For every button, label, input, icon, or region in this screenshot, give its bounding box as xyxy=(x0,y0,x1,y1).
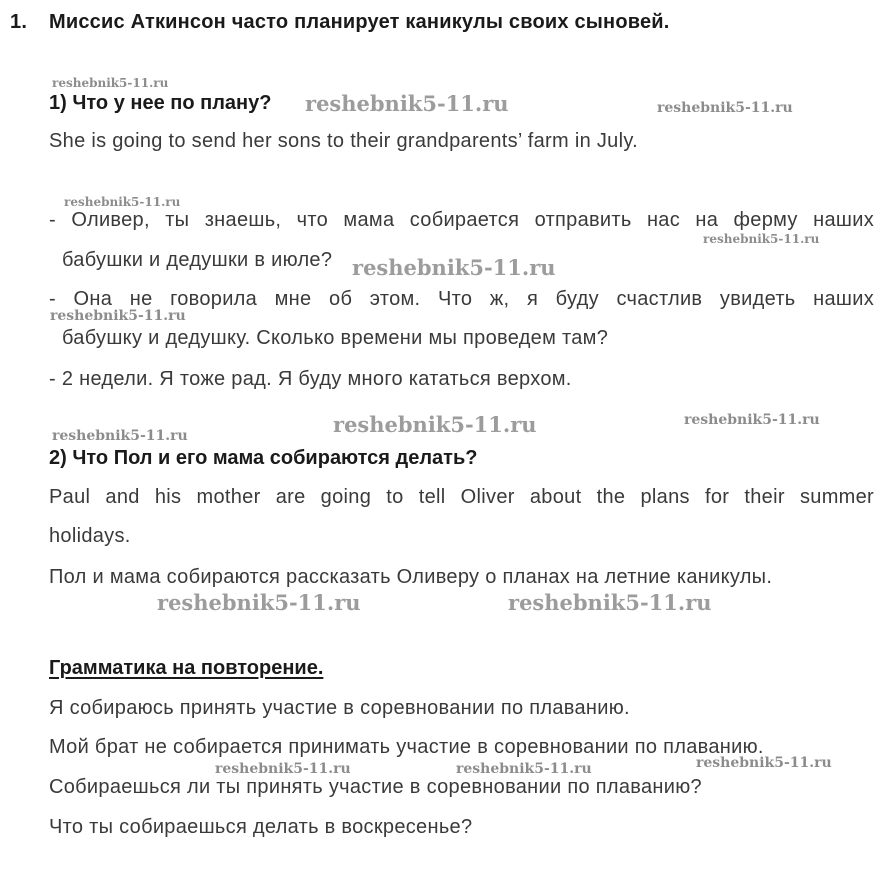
watermark: reshebnik5-11.ru xyxy=(696,755,832,771)
watermark: reshebnik5-11.ru xyxy=(215,761,351,777)
watermark: reshebnik5-11.ru xyxy=(333,412,537,437)
watermark: reshebnik5-11.ru xyxy=(64,195,181,209)
watermark: reshebnik5-11.ru xyxy=(52,428,188,444)
grammar-line-1: Я собираюсь принять участие в соревновании по плаванию. xyxy=(49,697,630,719)
watermark: reshebnik5-11.ru xyxy=(157,590,361,615)
section2-translation: Пол и мама собираются рассказать Оливеру о планах на летние каникулы. xyxy=(49,566,773,588)
grammar-line-4: Что ты собираешься делать в воскресенье? xyxy=(49,816,473,838)
section1-answer: She is going to send her sons to their grandparents’ farm in July. xyxy=(49,130,638,152)
section2-heading: 2) Что Пол и его мама собираются делать? xyxy=(49,447,478,469)
watermark: reshebnik5-11.ru xyxy=(684,412,820,428)
watermark: reshebnik5-11.ru xyxy=(657,100,793,116)
dialog-line1-b: бабушки и дедушки в июле? xyxy=(62,249,333,271)
dialog-line2-a: - Она не говорила мне об этом. Что ж, я буду счастлив увидеть наших xyxy=(49,288,874,310)
watermark: reshebnik5-11.ru xyxy=(50,308,186,324)
dialog-line1-a: - Оливер, ты знаешь, что мама собирается отправить нас на ферму наших xyxy=(49,209,874,231)
grammar-line-2: Мой брат не собирается принимать участие в соревновании по плаванию. xyxy=(49,736,764,758)
grammar-heading: Грамматика на повторение. xyxy=(49,657,324,679)
dialog-line3: - 2 недели. Я тоже рад. Я буду много кататься верхом. xyxy=(49,368,572,390)
watermark: reshebnik5-11.ru xyxy=(703,232,820,246)
watermark: reshebnik5-11.ru xyxy=(508,590,712,615)
watermark: reshebnik5-11.ru xyxy=(305,91,509,116)
watermark: reshebnik5-11.ru xyxy=(52,76,169,90)
task-number: 1. xyxy=(10,11,28,33)
section1-heading: 1) Что у нее по плану? xyxy=(49,92,272,114)
dialog-line2-b: бабушку и дедушку. Сколько времени мы проведем там? xyxy=(62,327,609,349)
watermark: reshebnik5-11.ru xyxy=(456,761,592,777)
grammar-line-3: Собираешься ли ты принять участие в соревновании по плаванию? xyxy=(49,776,702,798)
section2-answer-a: Paul and his mother are going to tell Oliver about the plans for their summer xyxy=(49,486,874,508)
watermark: reshebnik5-11.ru xyxy=(352,255,556,280)
task-title: Миссис Аткинсон часто планирует каникулы своих сыновей. xyxy=(49,11,670,33)
section2-answer-b: holidays. xyxy=(49,525,131,547)
